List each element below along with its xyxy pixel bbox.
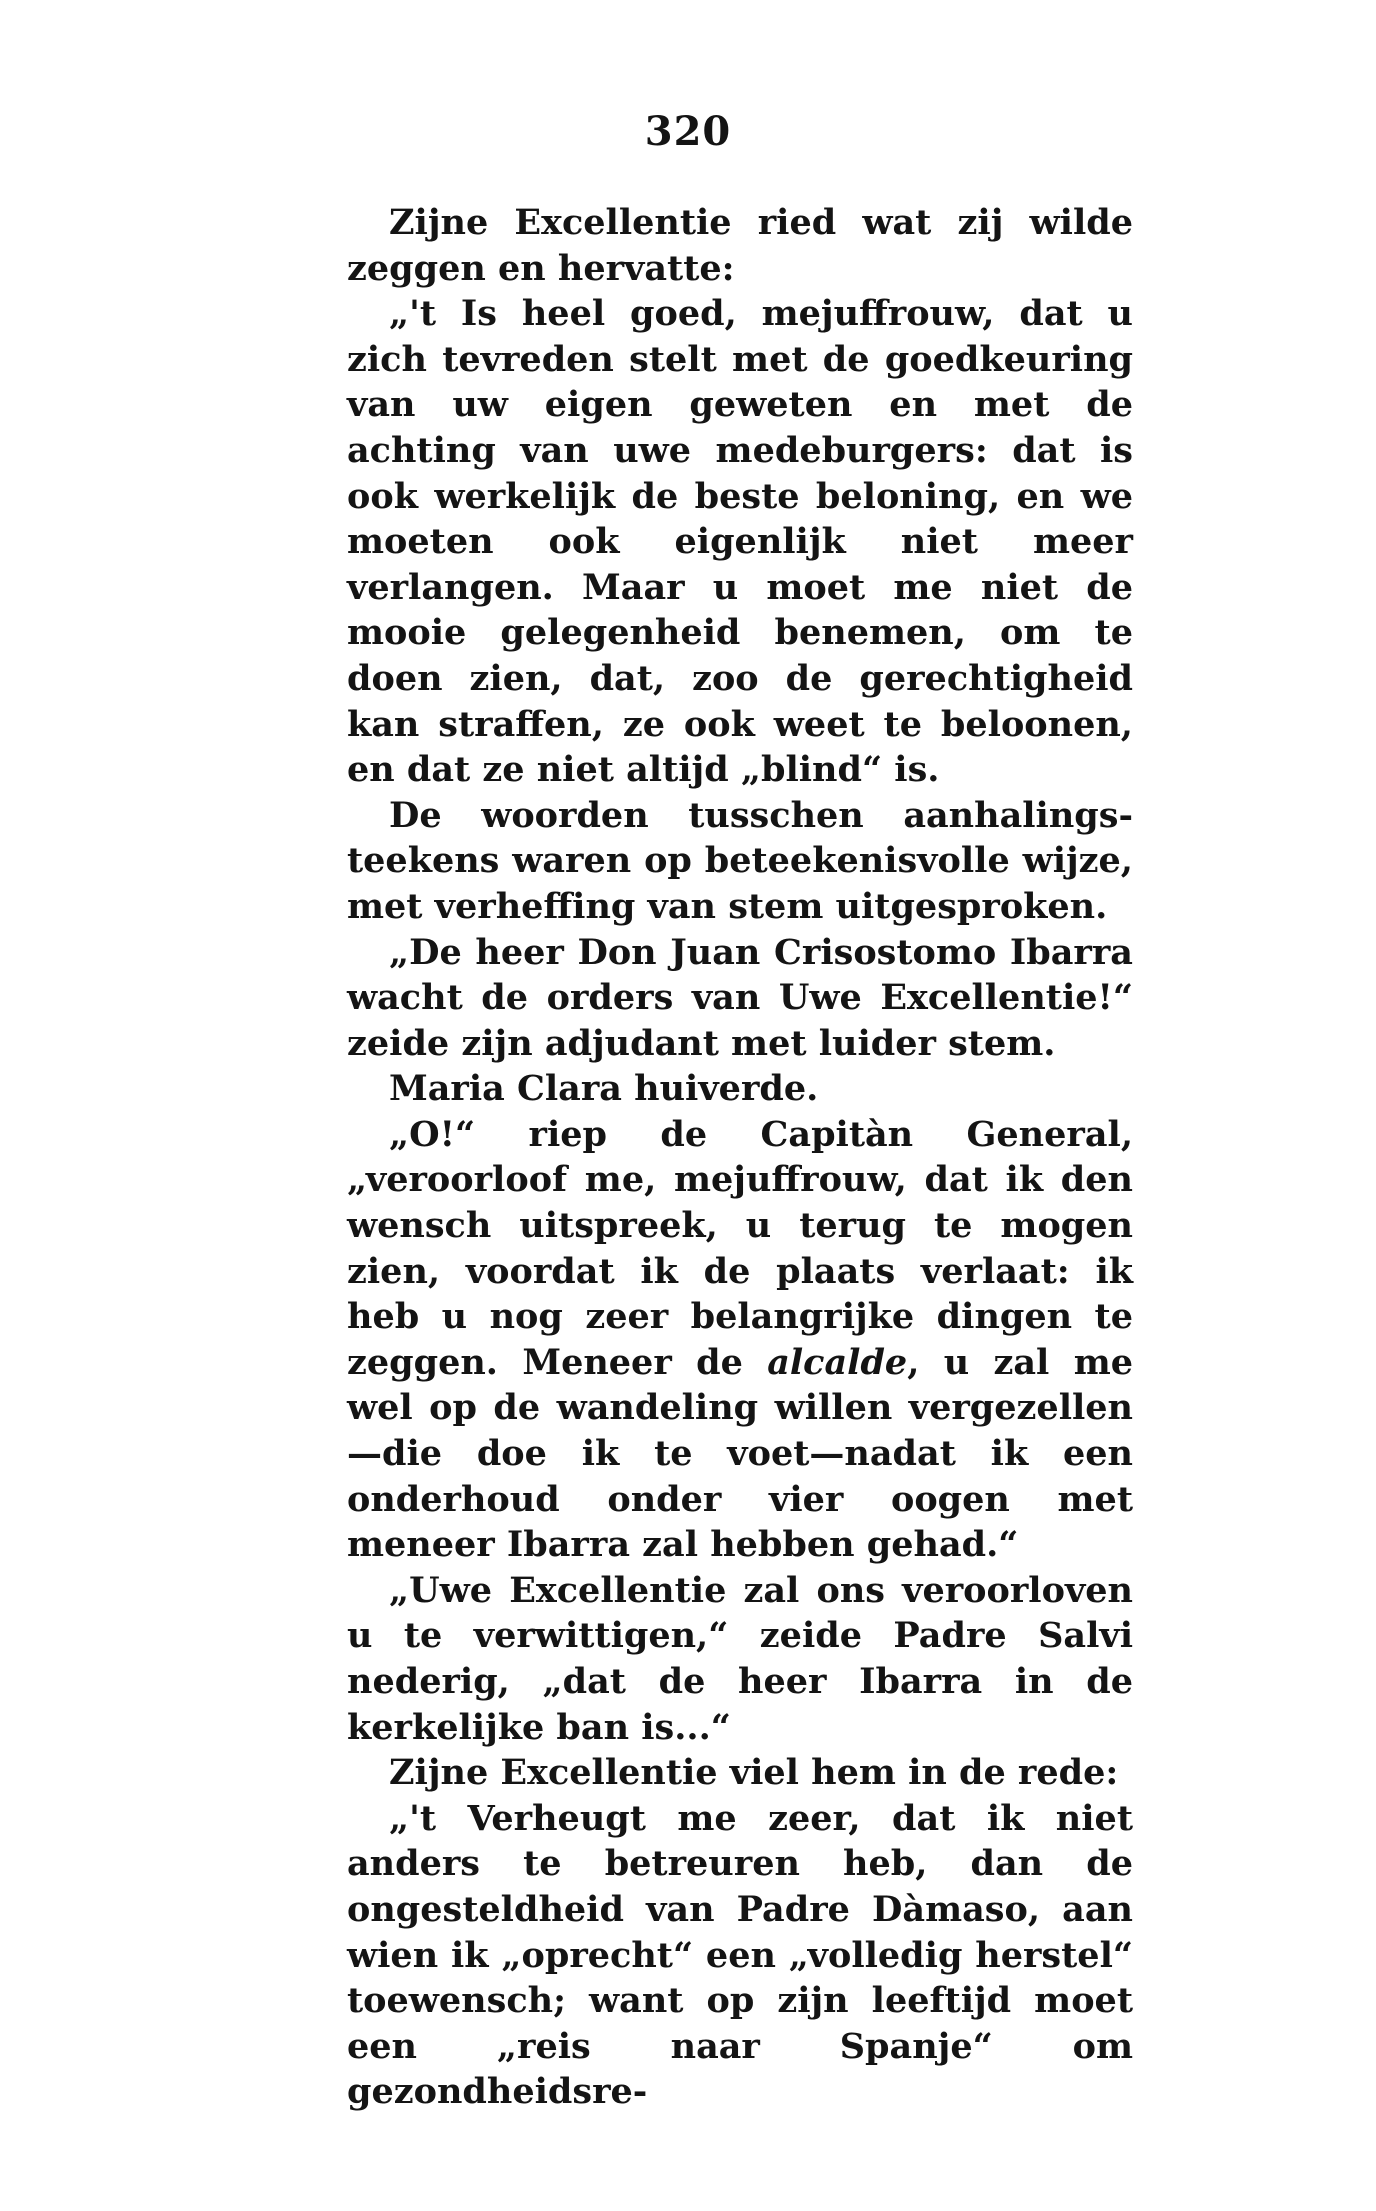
- paragraph-1: Zijne Excellentie ried wat zij wilde zeggen en hervatte:: [347, 202, 1133, 289]
- paragraph-2: „'t Is heel goed, mejuffrouw, dat u zich tevreden stelt met de goedkeuring van uw eigen geweten en met de achting van uwe medeburgers: dat is ook werkelijk de beste beloning, en we moeten ook eigenlijk niet meer verlangen. Maar u moet me niet de mooie gelegenheid benemen, om te doen zien, dat, zoo de gerechtigheid kan straffen, ze ook weet te beloonen, en dat ze niet altijd „blind“ is.: [347, 293, 1133, 791]
- paragraph-9: „'t Verheugt me zeer, dat ik niet anders te betreuren heb, dan de ongesteldheid van Padre Dàmaso, aan wien ik „oprecht“ een „volledig herstel“ toewensch; want op zijn leeftijd moet een „reis naar Spanje“ om gezondheidsre-: [347, 1797, 1133, 2113]
- paragraph-6-after: , u zal me wel op de wandeling willen vergezellen—die doe ik te voet—nadat ik een onderhoud onder vier oogen met meneer Ibarra zal hebben gehad.“: [347, 1341, 1133, 1566]
- paragraph-5: Maria Clara huiverde.: [389, 1068, 819, 1110]
- body-text: [347, 200, 1133, 2115]
- paragraph-4: „De heer Don Juan Crisostomo Ibarra wacht de orders van Uwe Excellentie!“ zeide zijn adjudant met luider stem.: [347, 931, 1133, 1064]
- paragraph-7: „Uwe Excellentie zal ons veroorloven u te verwittigen,“ zeide Padre Salvi nederig, „dat de heer Ibarra in de kerkelijke ban is...“: [347, 1569, 1133, 1748]
- paragraph-6: [347, 1112, 1133, 1568]
- paragraph-3: De woorden tusschen aanhalings-teekens waren op beteekenisvolle wijze, met verheffing van stem uitgesproken.: [347, 794, 1133, 927]
- paragraph-6-before: „O!“ riep de Capitàn General, „veroorloof me, mejuffrouw, dat ik den wensch uitspreek, u terug te mogen zien, voordat ik de plaats verlaat: ik heb u nog zeer belangrijke dingen te zeggen. Meneer de: [347, 1113, 1133, 1383]
- italic-word-alcalde: alcalde: [767, 1341, 908, 1383]
- paragraph-8: Zijne Excellentie viel hem in de rede:: [389, 1752, 1119, 1794]
- page-number: 320: [644, 108, 732, 155]
